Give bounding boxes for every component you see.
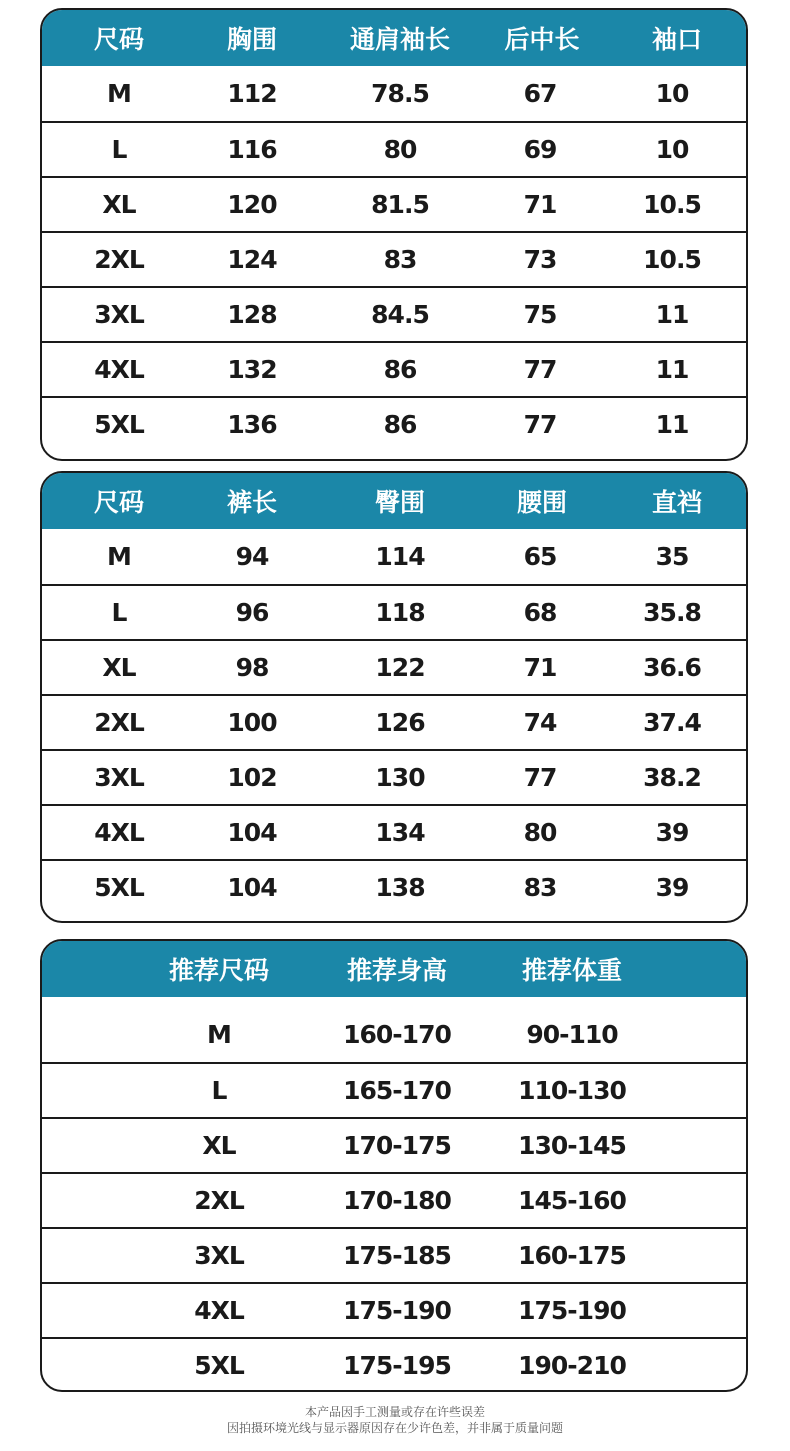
table-cell: 118 [375, 598, 425, 627]
table-cell: 86 [383, 410, 417, 439]
table-cell: 145-160 [518, 1186, 626, 1215]
table-cell: L [111, 135, 127, 164]
header-cell: 尺码 [93, 25, 145, 54]
table-cell: 71 [523, 653, 557, 682]
table-cell: 136 [227, 410, 277, 439]
table-cell: 77 [523, 410, 557, 439]
table-cell: 165-170 [343, 1076, 451, 1105]
top-size-table [40, 8, 748, 461]
table-cell: 98 [235, 653, 269, 682]
table-cell: 36.6 [643, 653, 701, 682]
table-cell: 2XL [194, 1186, 244, 1215]
footnote-line-2: 因拍摄环境光线与显示器原因存在少许色差，并非属于质量问题 [226, 1421, 563, 1435]
table-cell: M [107, 79, 131, 108]
table-row [42, 584, 746, 639]
table-cell: 11 [655, 410, 689, 439]
table-cell: 84.5 [371, 300, 429, 329]
table-cell: XL [102, 653, 136, 682]
table-header [42, 10, 746, 66]
table-row [42, 396, 746, 451]
table-cell: 130 [375, 763, 425, 792]
table-row [42, 1007, 746, 1062]
header-cell: 腰围 [516, 488, 568, 517]
table-cell: 175-185 [343, 1241, 451, 1270]
table-cell: 190-210 [518, 1351, 626, 1380]
table-cell: 124 [227, 245, 277, 274]
table-cell: 175-190 [518, 1296, 626, 1325]
footnote-line-1: 本产品因手工测量或存在许些误差 [304, 1405, 485, 1419]
table-cell: 77 [523, 355, 557, 384]
table-cell: L [211, 1076, 227, 1105]
table-cell: 65 [523, 542, 557, 571]
header-cell: 推荐体重 [521, 956, 623, 985]
table-row [42, 121, 746, 176]
table-cell: 128 [227, 300, 277, 329]
header-cell: 推荐身高 [346, 956, 448, 985]
header-cell: 后中长 [504, 25, 580, 54]
table-cell: 3XL [194, 1241, 244, 1270]
header-cell: 裤长 [226, 488, 278, 517]
table-row [42, 529, 746, 584]
table-cell: 39 [655, 873, 689, 902]
header-cell: 推荐尺码 [168, 956, 270, 985]
table-row [42, 286, 746, 341]
table-cell: 126 [375, 708, 425, 737]
table-cell: 4XL [194, 1296, 244, 1325]
table-cell: 94 [235, 542, 269, 571]
table-cell: 81.5 [371, 190, 429, 219]
table-cell: 175-195 [343, 1351, 451, 1380]
table-cell: M [107, 542, 131, 571]
table-cell: 10 [655, 79, 689, 108]
table-cell: 73 [523, 245, 557, 274]
table-cell: 110-130 [518, 1076, 626, 1105]
table-cell: 75 [523, 300, 557, 329]
table-cell: XL [102, 190, 136, 219]
table-cell: 11 [655, 300, 689, 329]
table-cell: M [207, 1020, 231, 1049]
table-row [42, 1172, 746, 1227]
table-cell: 120 [227, 190, 277, 219]
table-cell: 114 [375, 542, 425, 571]
table-cell: 35 [655, 542, 689, 571]
table-cell: 10.5 [643, 190, 701, 219]
header-cell: 袖口 [651, 25, 703, 54]
table-cell: 71 [523, 190, 557, 219]
table-cell: 83 [383, 245, 417, 274]
table-row [42, 1062, 746, 1117]
header-cell: 胸围 [226, 25, 278, 54]
table-row [42, 1282, 746, 1337]
table-cell: 116 [227, 135, 277, 164]
table-cell: 122 [375, 653, 425, 682]
table-cell: 83 [523, 873, 557, 902]
table-cell: 2XL [94, 708, 144, 737]
table-cell: 86 [383, 355, 417, 384]
table-row [42, 804, 746, 859]
table-cell: 35.8 [643, 598, 701, 627]
table-cell: 130-145 [518, 1131, 626, 1160]
recommend-size-table [40, 939, 748, 1392]
table-cell: XL [202, 1131, 236, 1160]
table-cell: 102 [227, 763, 277, 792]
table-cell: 37.4 [643, 708, 701, 737]
table-cell: 78.5 [371, 79, 429, 108]
header-cell: 直裆 [651, 488, 703, 517]
table-cell: 170-175 [343, 1131, 451, 1160]
table-cell: 160-175 [518, 1241, 626, 1270]
table-cell: 2XL [94, 245, 144, 274]
table-cell: 132 [227, 355, 277, 384]
table-cell: 160-170 [343, 1020, 451, 1049]
table-cell: 112 [227, 79, 277, 108]
table-cell: 5XL [194, 1351, 244, 1380]
table-cell: 90-110 [526, 1020, 618, 1049]
table-cell: 4XL [94, 818, 144, 847]
table-cell: 69 [523, 135, 557, 164]
table-header [42, 473, 746, 529]
header-cell: 通肩袖长 [349, 25, 451, 54]
header-cell: 尺码 [93, 488, 145, 517]
table-cell: 104 [227, 818, 277, 847]
table-body [42, 529, 746, 914]
table-row [42, 694, 746, 749]
table-row [42, 859, 746, 914]
header-gap [42, 997, 746, 1007]
table-cell: 175-190 [343, 1296, 451, 1325]
table-cell: 77 [523, 763, 557, 792]
table-body [42, 1007, 746, 1392]
table-cell: 11 [655, 355, 689, 384]
table-row [42, 341, 746, 396]
table-cell: 68 [523, 598, 557, 627]
table-cell: 3XL [94, 300, 144, 329]
table-cell: 39 [655, 818, 689, 847]
table-cell: 100 [227, 708, 277, 737]
table-cell: 5XL [94, 410, 144, 439]
table-cell: 10.5 [643, 245, 701, 274]
table-cell: 4XL [94, 355, 144, 384]
table-row [42, 231, 746, 286]
table-cell: 10 [655, 135, 689, 164]
table-cell: 96 [235, 598, 269, 627]
table-cell: 38.2 [643, 763, 701, 792]
table-row [42, 639, 746, 694]
table-cell: 80 [523, 818, 557, 847]
header-cell: 臀围 [374, 488, 426, 517]
pants-size-table [40, 471, 748, 923]
table-cell: 3XL [94, 763, 144, 792]
table-row [42, 1117, 746, 1172]
table-cell: 138 [375, 873, 425, 902]
table-row [42, 749, 746, 804]
table-row [42, 1337, 746, 1392]
table-cell: 104 [227, 873, 277, 902]
table-cell: 74 [523, 708, 557, 737]
table-header [42, 941, 746, 997]
table-cell: L [111, 598, 127, 627]
table-row [42, 176, 746, 231]
table-cell: 5XL [94, 873, 144, 902]
table-cell: 80 [383, 135, 417, 164]
table-row [42, 66, 746, 121]
table-row [42, 1227, 746, 1282]
table-cell: 134 [375, 818, 425, 847]
table-cell: 67 [523, 79, 557, 108]
table-body [42, 66, 746, 451]
table-cell: 170-180 [343, 1186, 451, 1215]
